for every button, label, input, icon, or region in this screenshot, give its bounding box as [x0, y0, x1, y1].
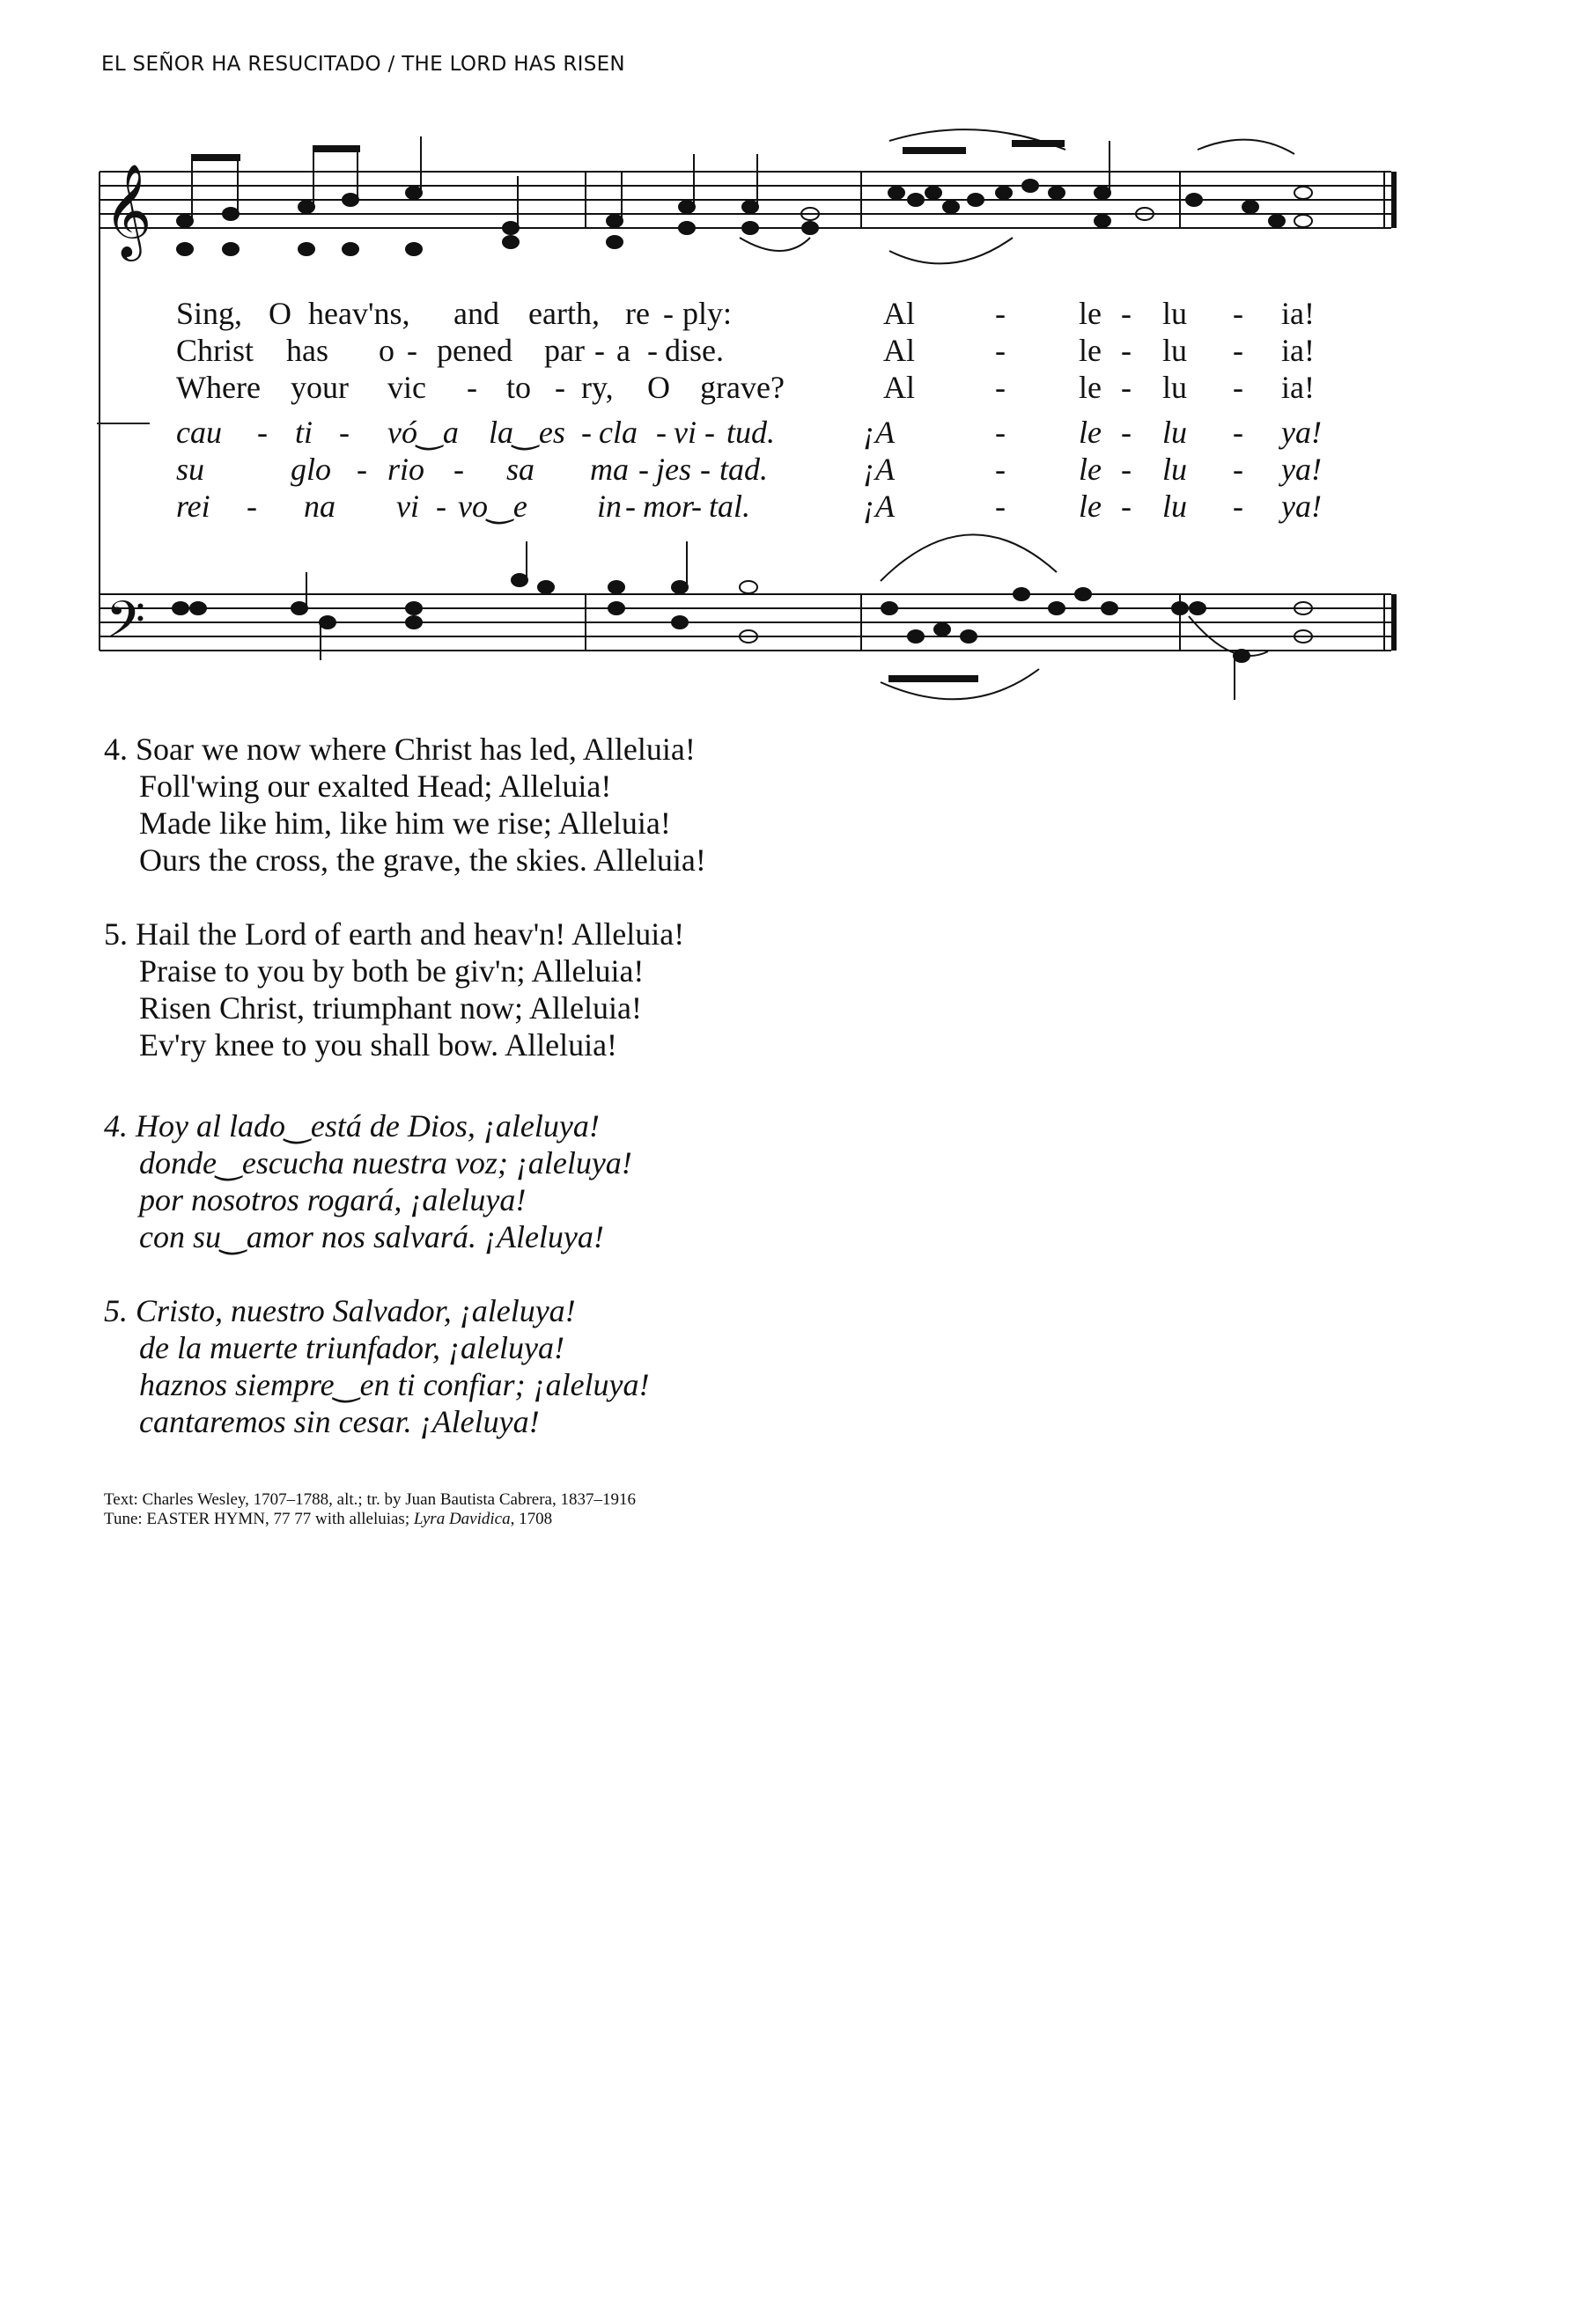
stanza-english-4: 4. Soar we now where Christ has led, Alleluia! Foll'wing our exalted Head; Alleluia! Made like him, like him we rise; Alleluia! Ours the cross, the grave, the skies. Alleluia! — [104, 732, 706, 878]
treble-notes — [177, 136, 1312, 255]
bass-notes — [173, 541, 1312, 700]
tune-credit: Tune: EASTER HYMN, 77 77 with alleluias; Lyra Davidica, 1708 — [104, 1510, 553, 1528]
lyric-line-spanish-1: cau - ti - vó‿a la‿es - cla - vi - tud. ¡A - le - lu - ya! — [176, 415, 1322, 450]
stanza-spanish-5: 5. Cristo, nuestro Salvador, ¡aleluya! de la muerte triunfador, ¡aleluya! haznos siempre‿en ti confiar; ¡aleluya! cantaremos sin cesar. ¡Aleluya! — [104, 1293, 650, 1439]
bass-clef-icon: 𝄢 — [106, 590, 146, 662]
lyric-divider — [97, 423, 150, 424]
lyric-line-spanish-3: rei - na vi - vo‿e in - mor - tal. ¡A - le - lu - ya! — [176, 489, 1322, 524]
lyric-line-english-3: Where your vic - to - ry, O grave? Al - le - lu - ia! — [176, 370, 1315, 405]
stanza-english-5: 5. Hail the Lord of earth and heav'n! Alleluia! Praise to you by both be giv'n; Alleluia! Risen Christ, triumphant now; Alleluia! Ev'ry knee to you shall bow. Alleluia! — [104, 916, 685, 1063]
page-header: EL SEÑOR HA RESUCITADO / THE LORD HAS RISEN — [101, 53, 625, 76]
stanza-spanish-4: 4. Hoy al lado‿está de Dios, ¡aleluya! donde‿escucha nuestra voz; ¡aleluya! por nosotros rogará, ¡aleluya! con su‿amor nos salvará. ¡Aleluya! — [104, 1108, 632, 1254]
treble-clef-icon: 𝄞 — [104, 163, 152, 257]
credits — [104, 1490, 636, 1529]
lyric-line-english-1: Sing, O heav'ns, and earth, re - ply: Al - le - lu - ia! — [176, 296, 1315, 331]
lyric-line-spanish-2: su glo - rio - sa ma - jes - tad. ¡A - le - lu - ya! — [176, 452, 1322, 487]
lyric-line-english-2: Christ has o - pened par - a - dise. Al - le - lu - ia! — [176, 333, 1315, 368]
text-credit: Text: Charles Wesley, 1707–1788, alt.; tr. by Juan Bautista Cabrera, 1837–1916 — [104, 1490, 636, 1509]
